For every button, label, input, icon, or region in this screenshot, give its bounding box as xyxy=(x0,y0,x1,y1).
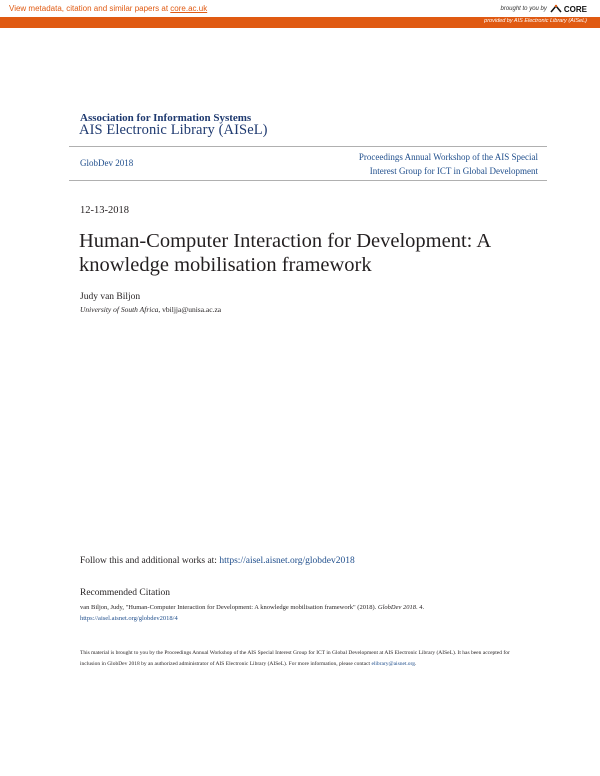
core-metadata-link[interactable] xyxy=(9,4,207,13)
proceedings-line-2[interactable]: Interest Group for ICT in Global Development xyxy=(369,166,538,176)
proceedings-line-1[interactable]: Proceedings Annual Workshop of the AIS Special xyxy=(358,152,538,162)
core-link-url[interactable]: core.ac.uk xyxy=(170,4,208,13)
disclaimer-end: . xyxy=(415,660,417,667)
citation-number: . 4. xyxy=(415,604,425,611)
library-name[interactable]: AIS Electronic Library (AISeL) xyxy=(79,122,268,138)
core-brought-by[interactable] xyxy=(501,4,588,14)
divider-bottom xyxy=(69,180,547,181)
conference-link[interactable]: GlobDev 2018 xyxy=(80,158,134,168)
core-banner xyxy=(0,0,600,28)
recommended-citation-heading: Recommended Citation xyxy=(80,588,170,598)
divider-top xyxy=(69,146,547,147)
core-link-prefix[interactable]: View metadata, citation and similar papers at xyxy=(9,4,171,13)
paper-title: Human-Computer Interaction for Development: A knowledge mobilisation framework xyxy=(79,230,491,276)
citation-link[interactable]: https://aisel.aisnet.org/globdev2018/4 xyxy=(80,615,178,622)
contact-email-link[interactable]: elibrary@aisnet.org xyxy=(371,660,416,667)
author-email: , vbiljja@unisa.ac.za xyxy=(158,305,222,314)
follow-link[interactable]: https://aisel.aisnet.org/globdev2018 xyxy=(219,556,355,566)
provided-by-text: provided by AIS Electronic Library (AISeL) xyxy=(484,18,587,24)
core-logo-text: CORE xyxy=(563,4,587,14)
disclaimer xyxy=(80,648,530,669)
disclaimer-text: This material is brought to you by the Proceedings Annual Workshop of the AIS Special Interest Group for ICT in Global Development at AIS Electronic Library (AISeL). It has been accepted for inclusion in GlobDev 2018 by an authorized administrator of AIS Electronic Library (AISeL). For more information, please contact xyxy=(80,650,510,667)
follow-line xyxy=(80,556,355,566)
publication-date: 12-13-2018 xyxy=(80,205,129,216)
citation-journal: GlobDev 2018 xyxy=(377,604,416,611)
association-name[interactable]: Association for Information Systems xyxy=(80,112,252,124)
citation-body: van Biljon, Judy, "Human-Computer Interaction for Development: A knowledge mobilisation framework" (2018). xyxy=(80,604,377,611)
core-logo[interactable] xyxy=(550,4,587,14)
affiliation-name: University of South Africa xyxy=(80,305,159,314)
core-logo-icon xyxy=(550,4,562,14)
follow-text: Follow this and additional works at: xyxy=(80,556,220,566)
author-affiliation xyxy=(80,305,221,314)
proceedings-link[interactable] xyxy=(359,150,538,178)
recommended-citation-text xyxy=(80,602,530,624)
provided-by-strip xyxy=(0,17,600,28)
brought-by-text: brought to you by xyxy=(500,6,547,12)
author-name: Judy van Biljon xyxy=(80,292,141,302)
